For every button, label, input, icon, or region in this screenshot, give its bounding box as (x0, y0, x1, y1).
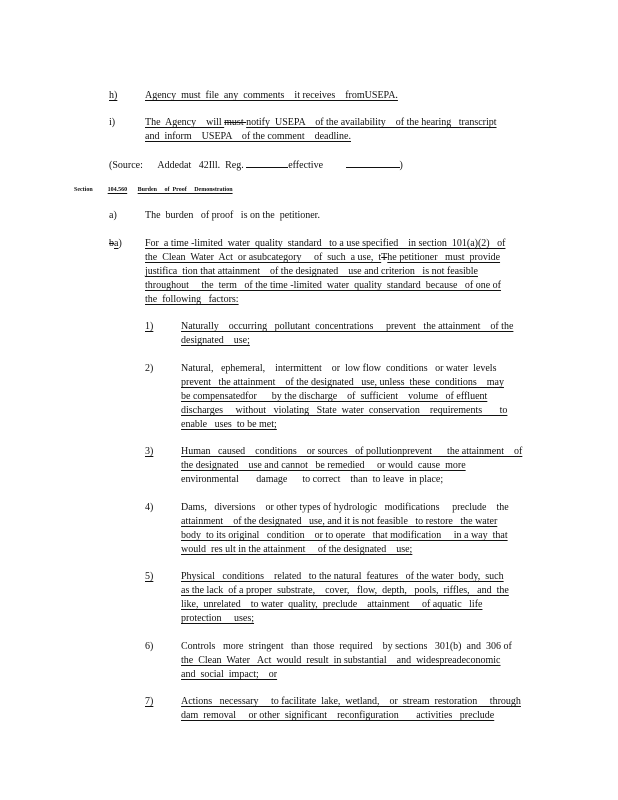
text-line: Natural, ephemeral, intermittent or low flow conditions or water levels (181, 363, 497, 374)
factor-label: 4) (145, 502, 154, 513)
source-text: Addedat 42Ill. Reg. (157, 160, 244, 171)
text-line: Actions necessary to facilitate lake, wetland, or stream restoration through (181, 696, 521, 707)
source-suffix: ) (399, 160, 403, 171)
section-heading (74, 183, 310, 197)
item-text (145, 89, 398, 103)
item-label: i) (109, 117, 116, 128)
section-number: 104.560 (107, 187, 128, 193)
blank-line (246, 157, 288, 168)
text-line: like, unrelated to water quality, preclude attainment of aquatic life (181, 599, 483, 610)
factor-text (181, 320, 513, 348)
factor-label: 3) (145, 446, 154, 457)
section-word: Section (74, 187, 93, 193)
item-label: h) (109, 90, 118, 101)
factor-label: 2) (145, 363, 154, 374)
text-line: prevent the attainment of the designated use, unless these conditions may (181, 377, 504, 388)
factor-text (181, 570, 509, 626)
source-note (109, 157, 403, 173)
text-line: The burden of proof is on the petitioner. (145, 210, 320, 221)
item-text (145, 116, 497, 144)
blank-line (346, 157, 400, 168)
deleted-text: T (381, 252, 388, 263)
source-prefix: (Source: (109, 160, 143, 171)
factor-label: 5) (145, 571, 154, 582)
text-line: the Clean Water Act would result in substantial and widespreadeconomic (181, 655, 501, 666)
item-label: a) (109, 210, 117, 221)
item-label: ba) (109, 238, 122, 249)
text-line: the Clean Water Act or asubcategory of such a use, tThe petitioner must provide (145, 252, 501, 263)
factor-label: 6) (145, 641, 154, 652)
source-effective: effective (288, 160, 324, 171)
text-line: the designated use and cannot be remedied or would cause more (181, 460, 466, 471)
text-line: justifica tion that attainment of the designated use and criterion is not feasible (145, 266, 478, 277)
text-line: For a time -limited water quality standard to a use specified in section 101(a)(2) of (145, 238, 506, 249)
factor-text (181, 640, 512, 682)
text-line: the following factors: (145, 294, 239, 305)
text-line: as the lack of a proper substrate, cover, flow, depth, pools, riffles, and the (181, 585, 509, 596)
text-line: Agency must file any comments it receives fromUSEPA. (145, 90, 398, 101)
text-line: Human caused conditions or sources of pollutionprevent the attainment of (181, 446, 523, 457)
factor-label: 1) (145, 321, 154, 332)
text-line: would res ult in the attainment of the designated use; (181, 544, 413, 555)
text-line: designated use; (181, 335, 250, 346)
text-line: dam removal or other significant reconfiguration activities preclude (181, 710, 495, 721)
factor-text (181, 445, 522, 487)
factor-text (181, 362, 507, 432)
text-line: and inform USEPA of the comment deadline. (145, 131, 351, 142)
text-line: enable uses to be met; (181, 419, 277, 430)
text-line: environmental damage to correct than to leave in place; (181, 474, 444, 485)
text-line: The Agency will must notify USEPA of the availability of the hearing transcript (145, 117, 497, 128)
text-line: Dams, diversions or other types of hydrologic modifications preclude the (181, 502, 509, 513)
text-line: and social impact; or (181, 669, 278, 680)
deleted-text: must (224, 117, 247, 128)
text-line: Physical conditions related to the natural features of the water body, such (181, 571, 504, 582)
factor-text (181, 695, 521, 723)
text-line: discharges without violating State water conservation requirements to (181, 405, 508, 416)
text-line: attainment of the designated use, and it is not feasible to restore the water (181, 516, 498, 527)
text-line: Naturally occurring pollutant concentrations prevent the attainment of the (181, 321, 514, 332)
item-text (145, 209, 320, 223)
text-line: Controls more stringent than those required by sections 301(b) and 306 of (181, 641, 512, 652)
text-line: protection uses; (181, 613, 255, 624)
section-title: Burden of Proof Demonstration (137, 187, 233, 193)
text-line: be compensatedfor by the discharge of sufficient volume of effluent (181, 391, 488, 402)
text-line: throughout the term of the time -limited water quality standard because of one of (145, 280, 502, 291)
item-text (145, 237, 505, 307)
factor-label: 7) (145, 696, 154, 707)
text-line: body to its original condition or to operate that modification in a way that (181, 530, 508, 541)
factor-text (181, 501, 509, 557)
